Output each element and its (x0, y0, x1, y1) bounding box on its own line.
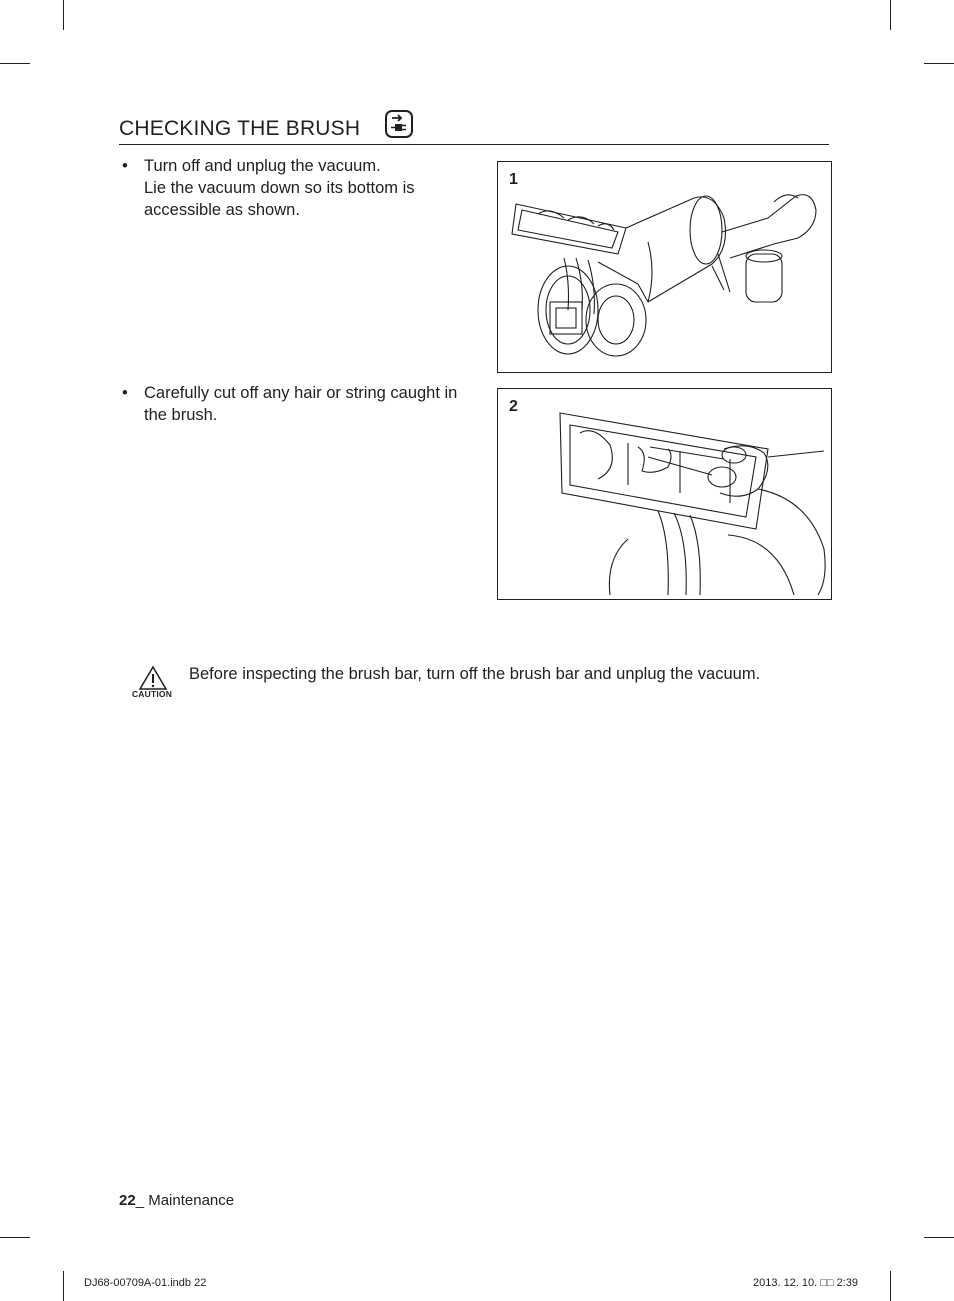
step-1-text (122, 155, 472, 221)
crop-mark (890, 0, 891, 30)
crop-mark (890, 1271, 891, 1301)
vacuum-bottom-illustration (498, 162, 831, 372)
bullet: • (122, 157, 128, 175)
figure-2 (497, 388, 832, 600)
imprint-file: DJ68-00709A-01.indb 22 (84, 1277, 207, 1289)
crop-mark (0, 1237, 30, 1238)
imprint-timestamp: 2013. 12. 10. □□ 2:39 (753, 1277, 859, 1289)
crop-mark (0, 63, 30, 64)
crop-mark (924, 1237, 954, 1238)
page-number: 22 (119, 1192, 136, 1209)
brush-cutting-illustration (498, 389, 831, 599)
page-title: CHECKING THE BRUSH (119, 117, 361, 140)
figure-number: 1 (509, 171, 518, 188)
crop-mark (63, 1271, 64, 1301)
step-line: the brush. (144, 406, 218, 424)
caution-label: CAUTION (131, 689, 173, 699)
figure-1 (497, 161, 832, 373)
footer-separator: _ (135, 1192, 145, 1209)
section-header (119, 108, 829, 145)
page-footer (119, 1192, 234, 1209)
footer-section-name: Maintenance (148, 1192, 235, 1209)
step-line: accessible as shown. (144, 201, 300, 219)
figure-number: 2 (509, 398, 518, 415)
caution-text: Before inspecting the brush bar, turn off the brush bar and unplug the vacuum. (189, 665, 761, 683)
step-line: Carefully cut off any hair or string caught in (144, 384, 458, 402)
step-2-text (122, 382, 472, 426)
unplug-icon (384, 109, 414, 139)
crop-mark (63, 0, 64, 30)
bullet: • (122, 384, 128, 402)
step-line: Lie the vacuum down so its bottom is (144, 179, 415, 197)
step-line: Turn off and unplug the vacuum. (144, 157, 381, 175)
crop-mark (924, 63, 954, 64)
